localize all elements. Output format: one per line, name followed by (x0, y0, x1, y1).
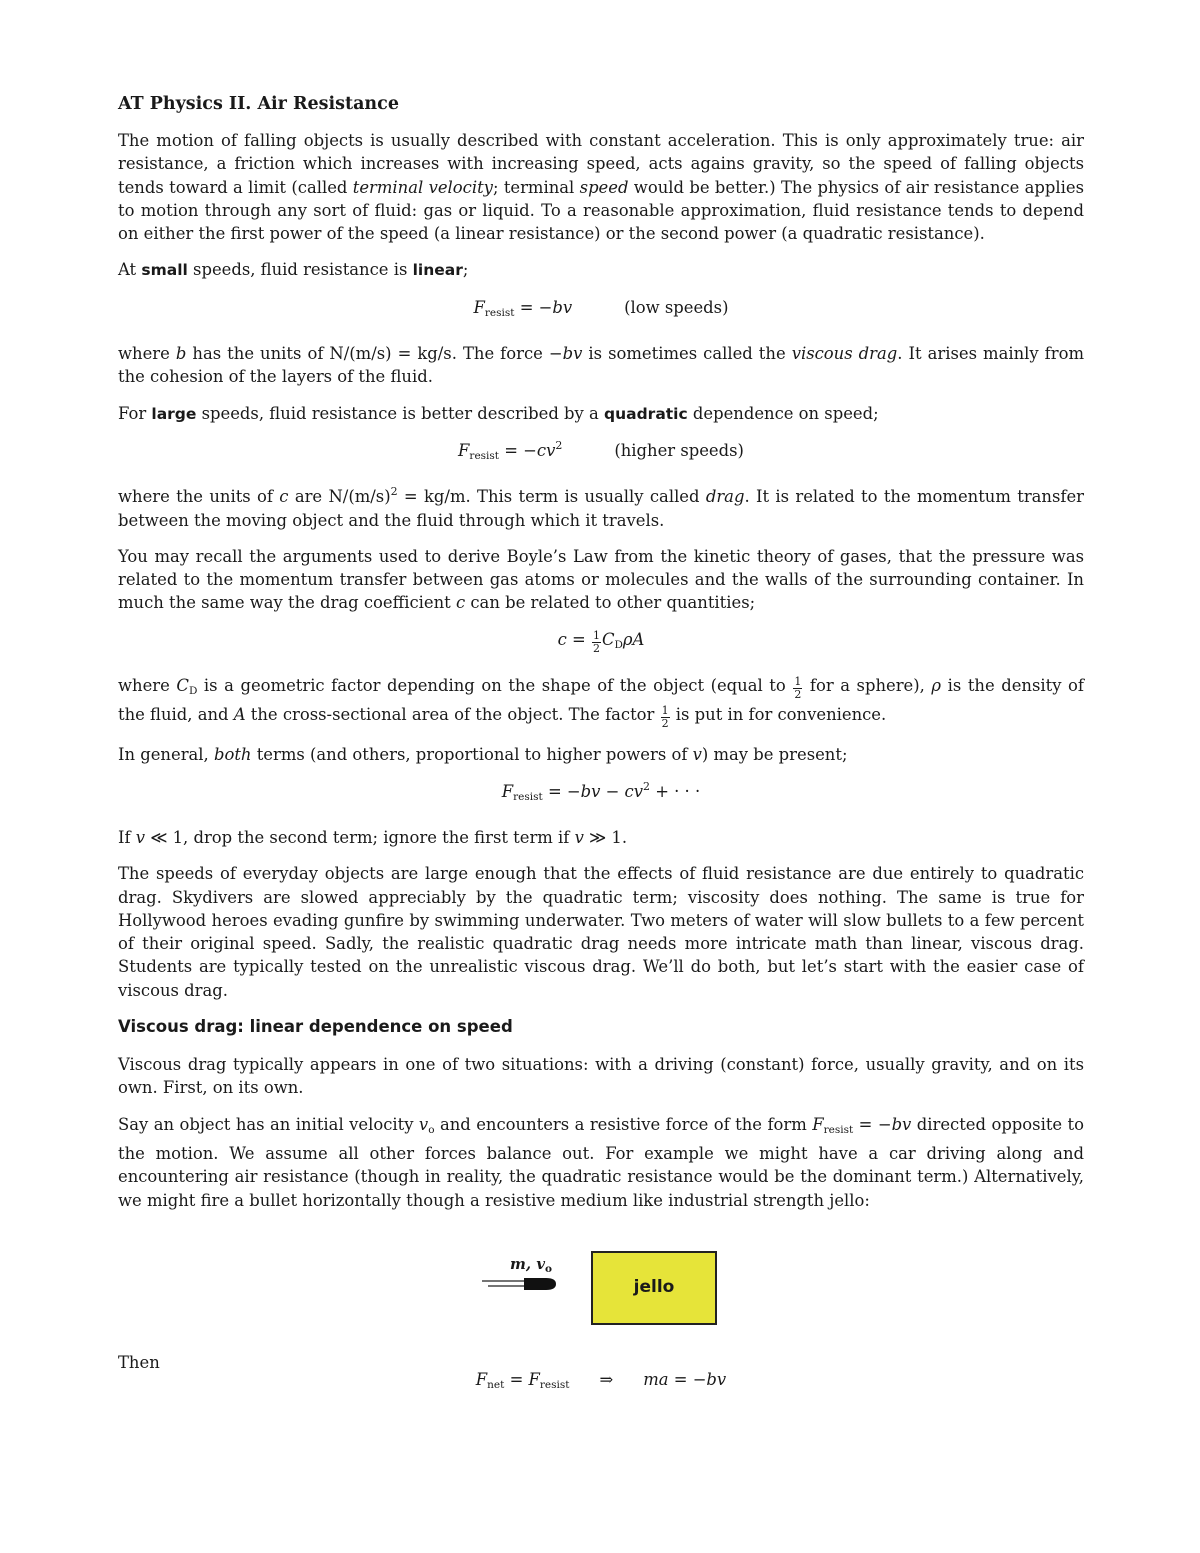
viscous-situations-paragraph: Viscous drag typically appears in one of two situations: with a driving (constant) force, usually gravity, and on its own. First, on its own. (118, 1055, 1084, 1098)
page-title: AT Physics II. Air Resistance (118, 94, 399, 114)
boyle-paragraph: You may recall the arguments used to derive Boyle’s Law from the kinetic theory of gases, that the pressure was related to the momentum transfer between gas atoms or molecules and the walls of the surrounding container. In much the same way the drag coefficient c can be related to other quantities; (118, 546, 1084, 613)
equation-newton: $F_{net} = F_{resist}$ ⇒ ma = −bv (475, 1370, 727, 1392)
bullet-label: m, $v_o$ (510, 1254, 553, 1275)
bullet-jello-figure (118, 1225, 1084, 1343)
document-page (118, 92, 1084, 1397)
intro-paragraph: The motion of falling objects is usually described with constant acceleration. This is only approximately true: air resistance, a friction which increases with increasing speed, acts agains gravity, so the speed of falling objects tends toward a limit (called terminal velocity; terminal speed would be better.) The physics of air resistance applies to motion through any sort of fluid: gas or liquid. To a reasonable approximation, fluid resistance tends to depend on either the first power of the speed (a linear resistance) or the second power (a quadratic resistance). (118, 131, 1085, 244)
limits-paragraph: If v ≪ 1, drop the second term; ignore the first term if v ≫ 1. (118, 827, 628, 847)
general-paragraph: In general, both terms (and others, proportional to higher powers of v) may be present; (118, 745, 848, 765)
fraction-half: $\frac{1}{2}$ (794, 675, 802, 702)
viscous-units-paragraph: where b has the units of N/(m/s) = kg/s. The force −bv is sometimes called the viscous drag. It arises mainly from the cohesion of the layers of the fluid. (118, 344, 1084, 387)
bullet-icon (480, 1275, 560, 1297)
equation-drag-coefficient: c = $\frac{1}{2}$ $C_D\rho A$ (557, 628, 645, 655)
equation-linear: $F_{resist} = -bv$ (low speeds) (473, 297, 729, 319)
jello-block: jello (591, 1251, 717, 1325)
equation-combined: $F_{resist} = -bv - cv^2$ + · · · (501, 779, 701, 803)
initial-velocity-paragraph: Say an object has an initial velocity $v_o$ and encounters a resistive force of the form $F_{resist} = -bv$ directed opposite to the motion. We assume all other forces balance out. For example we might have a car driving along and encountering air resistance (though in reality, the quadratic resistance would be the dominant term.) Alternatively, we might fire a bullet horizontally though a resistive medium like industrial strength jello: (118, 1114, 1085, 1210)
everyday-speeds-paragraph: The speeds of everyday objects are large enough that the effects of fluid resistance are due entirely to quadratic drag. Skydivers are slowed appreciably by the quadratic term; viscosity does nothing. The same is true for Hollywood heroes evading gunfire by swimming underwater. Two meters of water will slow bullets to a few percent of their original speed. Sadly, the realistic quadratic drag needs more intricate math than linear, viscous drag. Students are typically tested on the unrealistic viscous drag. We’ll do both, but let’s start with the easier case of viscous drag. (118, 864, 1084, 1000)
then-label: Then (118, 1352, 160, 1372)
small-speed-paragraph: At small speeds, fluid resistance is linear; (118, 260, 469, 280)
section-heading: Viscous drag: linear dependence on speed (118, 1017, 513, 1037)
drag-units-paragraph: where the units of c are $N/(m/s)^2 = kg/m$. This term is usually called drag. It is related to the momentum transfer between the moving object and the fluid through which it travels. (118, 485, 1084, 530)
geometric-factor-paragraph: where $C_D$ is a geometric factor depending on the shape of the object (equal to $\frac{1}{2}$ for a sphere), ρ is the density of the fluid, and A the cross-sectional area of the object. The factor $\frac{1}{2}$ is put in for convenience. (118, 675, 1084, 731)
fraction-half: $\frac{1}{2}$ (661, 704, 669, 731)
equation-quadratic: $F_{resist} = -cv^2$ (higher speeds) (458, 438, 744, 462)
fraction-half: $\frac{1}{2}$ (592, 628, 600, 655)
large-speed-paragraph: For large speeds, fluid resistance is better described by a quadratic dependence on speed; (118, 403, 879, 423)
